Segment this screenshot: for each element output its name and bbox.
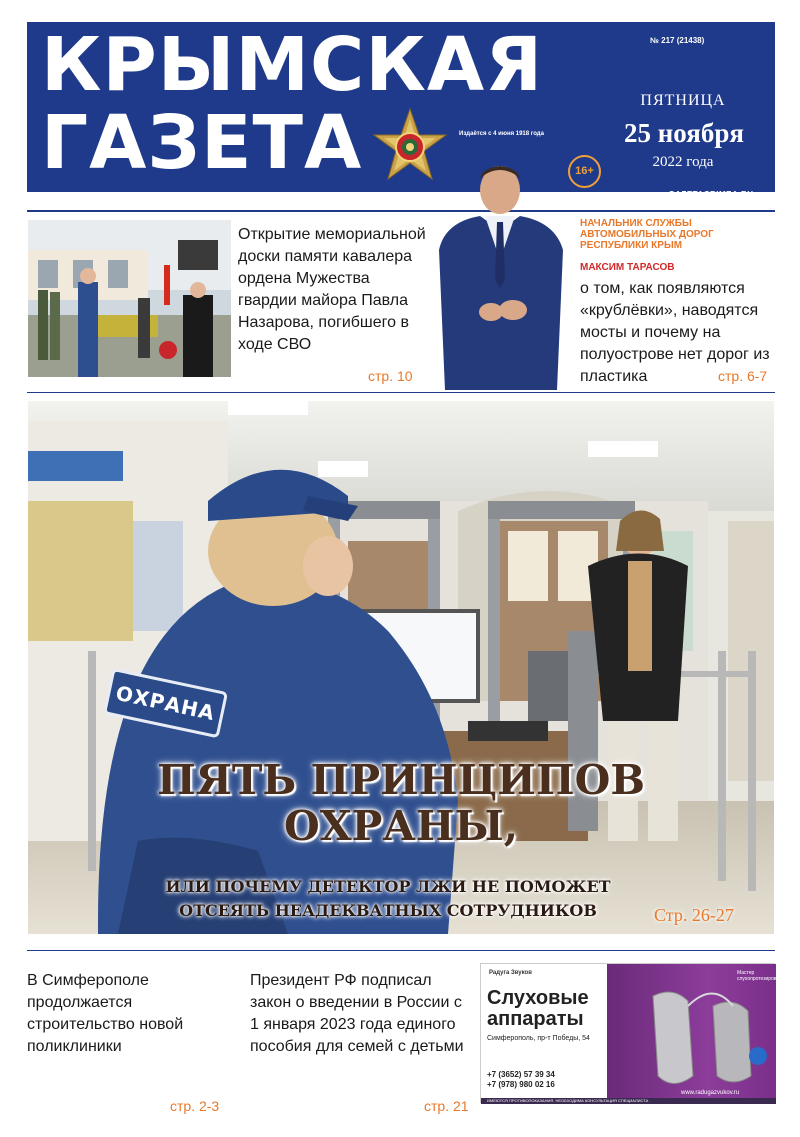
ad-phone-1: +7 (3652) 57 39 34 bbox=[487, 1070, 555, 1079]
divider bbox=[27, 392, 775, 393]
clinic-story-page[interactable]: стр. 2-3 bbox=[170, 1098, 220, 1114]
clinic-story-text[interactable]: В Симферополе продолжается строительство новой поликлиники bbox=[27, 972, 184, 1055]
guard-patch: ОХРАНА bbox=[113, 680, 218, 726]
newspaper-title-line1: КРЫМСКАЯ bbox=[41, 22, 544, 108]
teaser-interview-page[interactable]: стр. 6-7 bbox=[718, 368, 768, 384]
ad-brand: Радуга Звуков bbox=[489, 970, 532, 976]
official-portrait bbox=[425, 160, 575, 390]
ad-fine-print: ИМЕЮТСЯ ПРОТИВОПОКАЗАНИЯ. НЕОБХОДИМА КОНСУЛЬТАЦИЯ СПЕЦИАЛИСТА bbox=[487, 1098, 649, 1103]
hero-subhead-line1: ИЛИ ПОЧЕМУ ДЕТЕКТОР ЛЖИ НЕ ПОМОЖЕТ bbox=[165, 877, 611, 896]
hero-headline-line1: ПЯТЬ ПРИНЦИПОВ bbox=[157, 756, 645, 804]
issue-date: 25 ноября bbox=[623, 118, 745, 148]
website-link[interactable]: GAZETACRIMEA.RU bbox=[668, 190, 754, 199]
age-rating-badge: 16+ bbox=[568, 155, 601, 188]
issue-year: 2022 года bbox=[652, 154, 714, 170]
masthead bbox=[27, 22, 775, 199]
ad-title: Слуховые аппараты bbox=[487, 987, 589, 1030]
memorial-photo bbox=[28, 220, 231, 377]
benefit-story-text[interactable]: Президент РФ подписал закон о введении в России с 1 января 2023 года единого пособия для семей с детьми bbox=[250, 972, 464, 1055]
hearing-aid-icon bbox=[633, 986, 773, 1096]
hero-photo-story[interactable] bbox=[28, 401, 774, 934]
divider bbox=[27, 950, 775, 951]
security-guard-photo bbox=[28, 401, 774, 934]
benefit-story-page[interactable]: стр. 21 bbox=[424, 1098, 469, 1114]
ad-phone-2: +7 (978) 980 02 16 bbox=[487, 1080, 555, 1089]
teaser-interview-text[interactable]: о том, как появляются «крублёвки», наводятся мосты и почему на полуострове нет дорог из пластика bbox=[580, 280, 770, 385]
hero-headline-line2: ОХРАНЫ, bbox=[283, 802, 519, 850]
issue-number: № 217 (21438) bbox=[650, 36, 705, 45]
founded-note: Издаётся с 4 июня 1918 года bbox=[459, 131, 544, 137]
teaser-memorial-page[interactable]: стр. 10 bbox=[368, 368, 413, 384]
newspaper-title-line2: ГАЗЕТА bbox=[41, 100, 363, 186]
ad-website: www.radugazvukov.ru bbox=[681, 1090, 740, 1096]
ad-tagline: Мастер слухопротезирования bbox=[737, 970, 788, 982]
hero-subhead-line2: ОТСЕЯТЬ НЕАДЕКВАТНЫХ СОТРУДНИКОВ bbox=[179, 901, 597, 920]
teaser-memorial-text[interactable]: Открытие мемориальной доски памяти кавалера ордена Мужества гвардии майора Павла Назарова, погибшего в ходе СВО bbox=[238, 226, 426, 353]
weekday: ПЯТНИЦА bbox=[640, 92, 726, 109]
teaser-interview-kicker: НАЧАЛЬНИК СЛУЖБЫ АВТОМОБИЛЬНЫХ ДОРОГ РЕСПУБЛИКИ КРЫМ bbox=[580, 218, 714, 251]
teaser-interview-name: МАКСИМ ТАРАСОВ bbox=[580, 262, 675, 273]
hero-page-ref[interactable]: Стр. 26-27 bbox=[654, 905, 734, 925]
hearing-aid-ad[interactable] bbox=[480, 963, 788, 1103]
ad-address: Симферополь, пр-т Победы, 54 bbox=[487, 1035, 590, 1042]
divider bbox=[27, 210, 775, 212]
